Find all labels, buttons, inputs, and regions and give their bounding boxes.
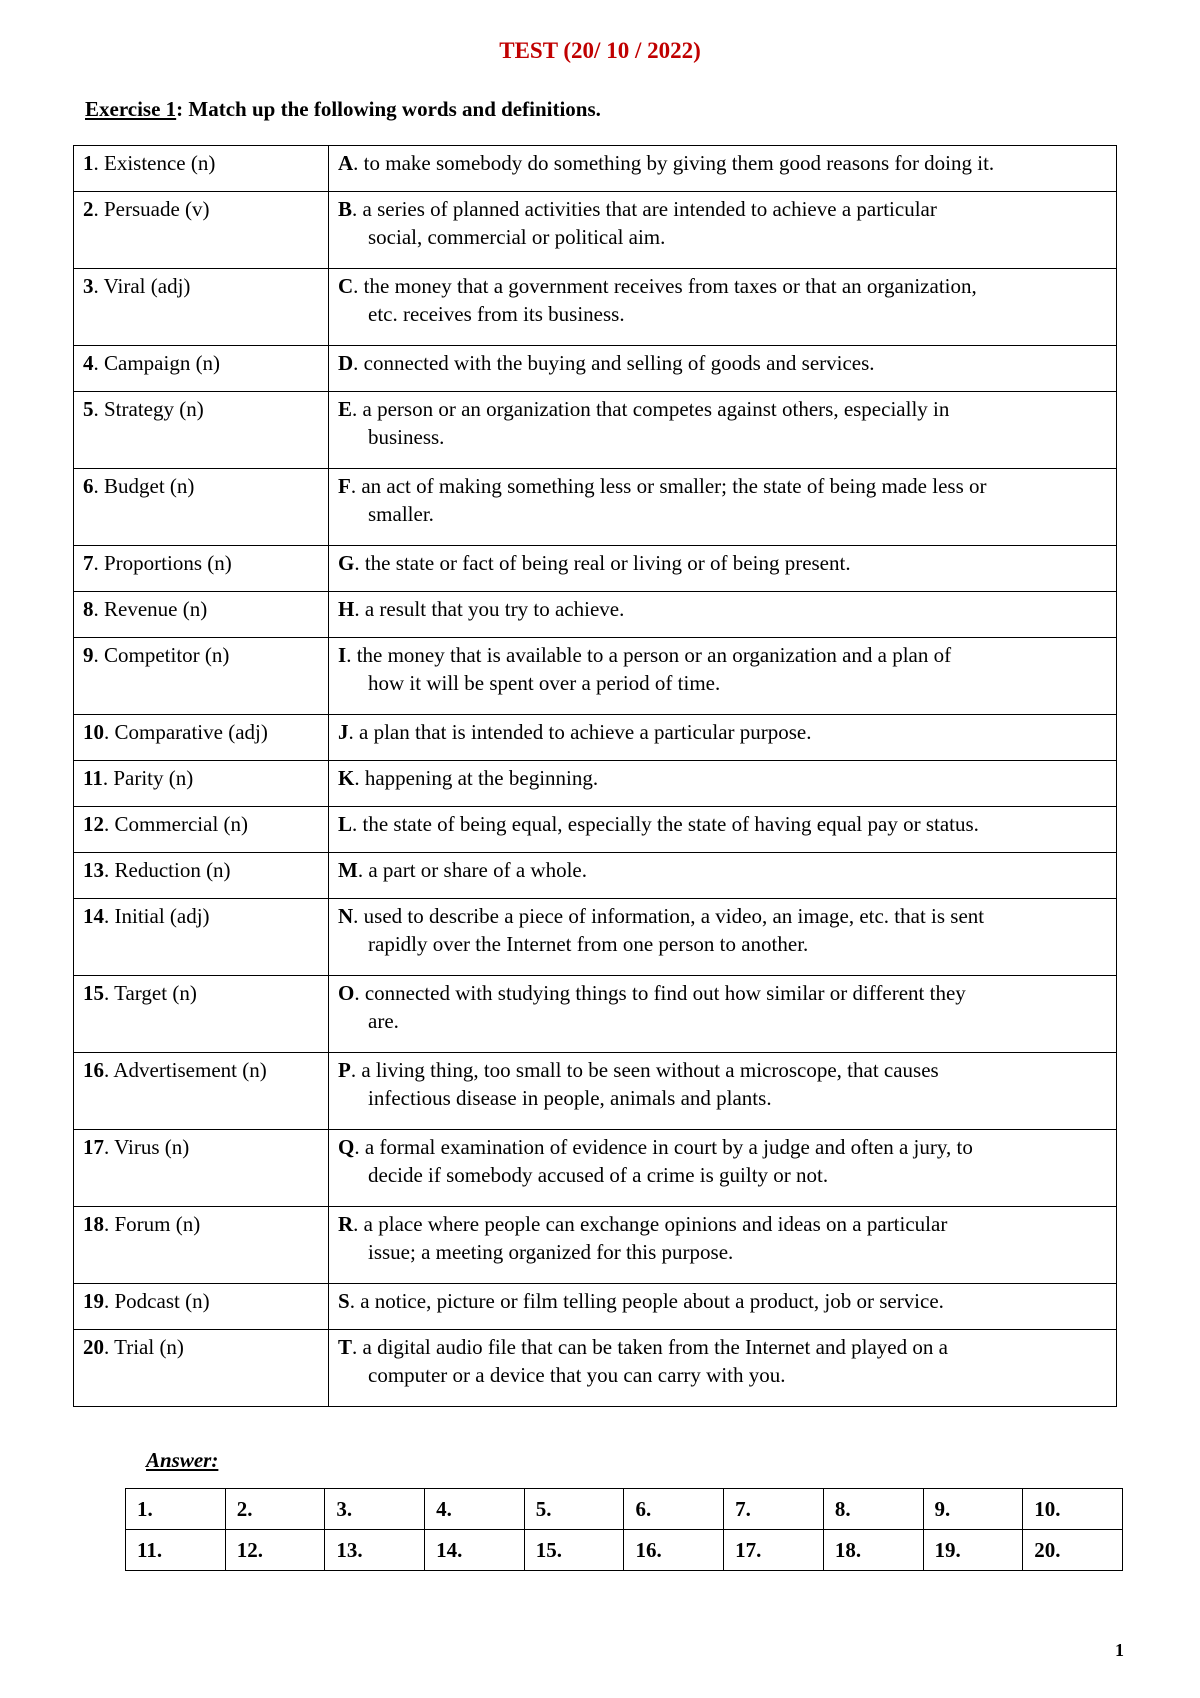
word-text: . Viral (adj) [93,274,191,298]
word-cell [74,1330,329,1407]
answer-cell[interactable]: 2. [225,1489,325,1530]
definition-letter: K [338,766,355,790]
definition-line [338,149,1108,177]
word-text: . Trial (n) [104,1335,184,1359]
definition-continuation: rapidly over the Internet from one person to another. [368,932,809,956]
answer-cell[interactable]: 13. [325,1530,425,1571]
answer-cell[interactable]: 10. [1023,1489,1123,1530]
word-number: 18 [83,1212,104,1236]
table-row [74,976,1117,1053]
definition-line [338,1210,1108,1238]
table-row [74,192,1117,269]
definition-letter: O [338,981,355,1005]
answer-cell[interactable]: 19. [923,1530,1023,1571]
definition-letter: C [338,274,354,298]
word-text: . Parity (n) [102,766,194,790]
answer-cell[interactable]: 14. [425,1530,525,1571]
definition-line [338,641,1108,669]
definition-text: . a plan that is intended to achieve a particular purpose. [348,720,812,744]
answer-cell[interactable]: 8. [823,1489,923,1530]
definition-text: . a series of planned activities that are intended to achieve a particular [352,197,937,221]
definition-letter: D [338,351,354,375]
answer-cell[interactable]: 18. [823,1530,923,1571]
word-number: 8 [83,597,94,621]
word-number: 10 [83,720,104,744]
table-row [74,1207,1117,1284]
table-row [74,807,1117,853]
word-cell [74,592,329,638]
definition-line [338,395,1108,423]
definition-line [338,472,1108,500]
definition-letter: T [338,1335,353,1359]
definition-letter: A [338,151,354,175]
word-cell [74,146,329,192]
definition-text: . a living thing, too small to be seen without a microscope, that causes [350,1058,939,1082]
definition-text: . a person or an organization that competes against others, especially in [352,397,950,421]
definition-letter: H [338,597,355,621]
definition-text: . a notice, picture or film telling people about a product, job or service. [349,1289,944,1313]
definition-letter: M [338,858,358,882]
answer-cell[interactable]: 3. [325,1489,425,1530]
word-text: . Existence (n) [93,151,216,175]
word-cell [74,638,329,715]
definition-text: . the money that is available to a person or an organization and a plan of [346,643,952,667]
definition-letter: N [338,904,354,928]
definition-letter: E [338,397,353,421]
definition-line [338,195,1108,223]
table-row [74,761,1117,807]
word-number: 19 [83,1289,104,1313]
word-number: 15 [83,981,104,1005]
word-number: 6 [83,474,94,498]
table-row [74,1053,1117,1130]
word-cell [74,715,329,761]
exercise-name: Exercise 1 [85,97,177,121]
word-cell [74,853,329,899]
page-title: TEST (20/ 10 / 2022) [499,38,701,63]
definition-letter: G [338,551,355,575]
word-cell [74,1207,329,1284]
definition-line [338,718,1108,746]
definition-continuation: business. [368,425,445,449]
word-text: . Commercial (n) [104,812,249,836]
definition-cell [329,146,1117,192]
answer-label: Answer: [146,1448,219,1472]
definition-text: . a digital audio file that can be taken from the Internet and played on a [352,1335,948,1359]
answer-cell[interactable]: 17. [724,1530,824,1571]
definition-letter: R [338,1212,354,1236]
word-cell [74,346,329,392]
definition-continuation: smaller. [368,502,434,526]
table-row [74,392,1117,469]
definition-continuation: infectious disease in people, animals and plants. [368,1086,772,1110]
definition-cell [329,853,1117,899]
answer-row [126,1530,1123,1571]
exercise-instruction: : Match up the following words and definitions. [176,97,601,121]
definition-cell [329,592,1117,638]
definition-letter: I [338,643,347,667]
word-number: 17 [83,1135,104,1159]
definition-text: . a part or share of a whole. [357,858,587,882]
table-row [74,1330,1117,1407]
word-text: . Advertisement (n) [104,1058,267,1082]
definition-letter: Q [338,1135,355,1159]
definition-letter: S [338,1289,350,1313]
definition-cell [329,392,1117,469]
definition-line [338,856,1108,884]
word-text: . Campaign (n) [93,351,221,375]
definition-line [338,1287,1108,1315]
word-text: . Forum (n) [104,1212,201,1236]
definition-cell [329,546,1117,592]
definition-text: . a place where people can exchange opinions and ideas on a particular [353,1212,948,1236]
word-text: . Revenue (n) [93,597,208,621]
table-row [74,899,1117,976]
word-number: 20 [83,1335,104,1359]
definition-line [338,272,1108,300]
word-cell [74,392,329,469]
definition-text: . a result that you try to achieve. [354,597,625,621]
word-number: 7 [83,551,94,575]
definition-cell [329,976,1117,1053]
definition-cell [329,638,1117,715]
word-number: 11 [83,766,103,790]
table-row [74,1130,1117,1207]
table-row [74,638,1117,715]
answer-cell[interactable]: 16. [624,1530,724,1571]
word-number: 5 [83,397,94,421]
answer-cell[interactable]: 4. [425,1489,525,1530]
word-number: 3 [83,274,94,298]
definition-line [338,764,1108,792]
table-row [74,853,1117,899]
definition-cell [329,715,1117,761]
definition-continuation: how it will be spent over a period of time. [368,671,721,695]
word-cell [74,469,329,546]
table-row [74,546,1117,592]
definition-line [338,595,1108,623]
table-row [74,146,1117,192]
definition-line [338,349,1108,377]
definition-letter: B [338,197,353,221]
answer-cell[interactable]: 20. [1023,1530,1123,1571]
word-text: . Comparative (adj) [104,720,268,744]
definition-letter: F [338,474,351,498]
word-cell [74,1053,329,1130]
exercise-heading [85,97,601,122]
word-text: . Proportions (n) [93,551,232,575]
word-text: . Podcast (n) [104,1289,210,1313]
definition-continuation: social, commercial or political aim. [368,225,666,249]
definition-line [338,1133,1108,1161]
word-cell [74,807,329,853]
definition-cell [329,899,1117,976]
answer-row [126,1489,1123,1530]
definition-cell [329,346,1117,392]
word-cell [74,1130,329,1207]
word-text: . Initial (adj) [104,904,210,928]
word-cell [74,192,329,269]
definition-continuation: computer or a device that you can carry with you. [368,1363,786,1387]
definition-continuation: etc. receives from its business. [368,302,625,326]
answer-cell[interactable]: 11. [126,1530,226,1571]
answer-cell[interactable]: 12. [225,1530,325,1571]
word-number: 9 [83,643,94,667]
table-row [74,269,1117,346]
word-number: 2 [83,197,94,221]
word-text: . Virus (n) [104,1135,190,1159]
answer-cell[interactable]: 1. [126,1489,226,1530]
definition-cell [329,192,1117,269]
table-row [74,592,1117,638]
definition-cell [329,1207,1117,1284]
definition-text: . connected with the buying and selling of goods and services. [353,351,875,375]
table-row [74,469,1117,546]
word-text: . Budget (n) [93,474,195,498]
definition-cell [329,761,1117,807]
word-text: . Reduction (n) [104,858,231,882]
word-text: . Strategy (n) [93,397,204,421]
table-row [74,715,1117,761]
word-number: 14 [83,904,104,928]
definition-letter: P [338,1058,351,1082]
word-cell [74,546,329,592]
definition-continuation: are. [368,1009,399,1033]
word-number: 4 [83,351,94,375]
answer-cell[interactable]: 7. [724,1489,824,1530]
definition-text: . happening at the beginning. [354,766,599,790]
answer-grid [125,1488,1123,1571]
table-row [74,346,1117,392]
definition-line [338,810,1108,838]
definition-text: . the state or fact of being real or living or of being present. [354,551,851,575]
definition-text: . the state of being equal, especially the state of having equal pay or status. [352,812,979,836]
word-text: . Competitor (n) [93,643,230,667]
definition-line [338,902,1108,930]
definition-text: . to make somebody do something by giving them good reasons for doing it. [353,151,995,175]
word-number: 13 [83,858,104,882]
word-cell [74,976,329,1053]
definition-line [338,1056,1108,1084]
word-cell [74,1284,329,1330]
definition-continuation: decide if somebody accused of a crime is guilty or not. [368,1163,829,1187]
definition-text: . the money that a government receives from taxes or that an organization, [353,274,977,298]
word-cell [74,899,329,976]
answer-cell[interactable]: 6. [624,1489,724,1530]
definition-cell [329,1053,1117,1130]
definition-line [338,1333,1108,1361]
definition-cell [329,807,1117,853]
answer-cell[interactable]: 5. [524,1489,624,1530]
answer-cell[interactable]: 15. [524,1530,624,1571]
definition-continuation: issue; a meeting organized for this purpose. [368,1240,734,1264]
word-cell [74,269,329,346]
definition-cell [329,1330,1117,1407]
definition-cell [329,1284,1117,1330]
answer-cell[interactable]: 9. [923,1489,1023,1530]
definition-letter: L [338,812,353,836]
word-number: 1 [83,151,94,175]
table-row [74,1284,1117,1330]
definition-text: . a formal examination of evidence in court by a judge and often a jury, to [354,1135,973,1159]
definition-cell [329,269,1117,346]
definition-text: . an act of making something less or smaller; the state of being made less or [350,474,987,498]
definition-text: . used to describe a piece of information, a video, an image, etc. that is sent [353,904,985,928]
word-number: 12 [83,812,104,836]
word-number: 16 [83,1058,104,1082]
definition-line [338,979,1108,1007]
word-cell [74,761,329,807]
definition-text: . connected with studying things to find out how similar or different they [354,981,966,1005]
definition-letter: J [338,720,349,744]
definition-cell [329,469,1117,546]
page-number: 1 [1115,1640,1124,1660]
word-text: . Target (n) [104,981,197,1005]
word-text: . Persuade (v) [93,197,210,221]
definition-line [338,549,1108,577]
matching-table [73,145,1117,1407]
definition-cell [329,1130,1117,1207]
